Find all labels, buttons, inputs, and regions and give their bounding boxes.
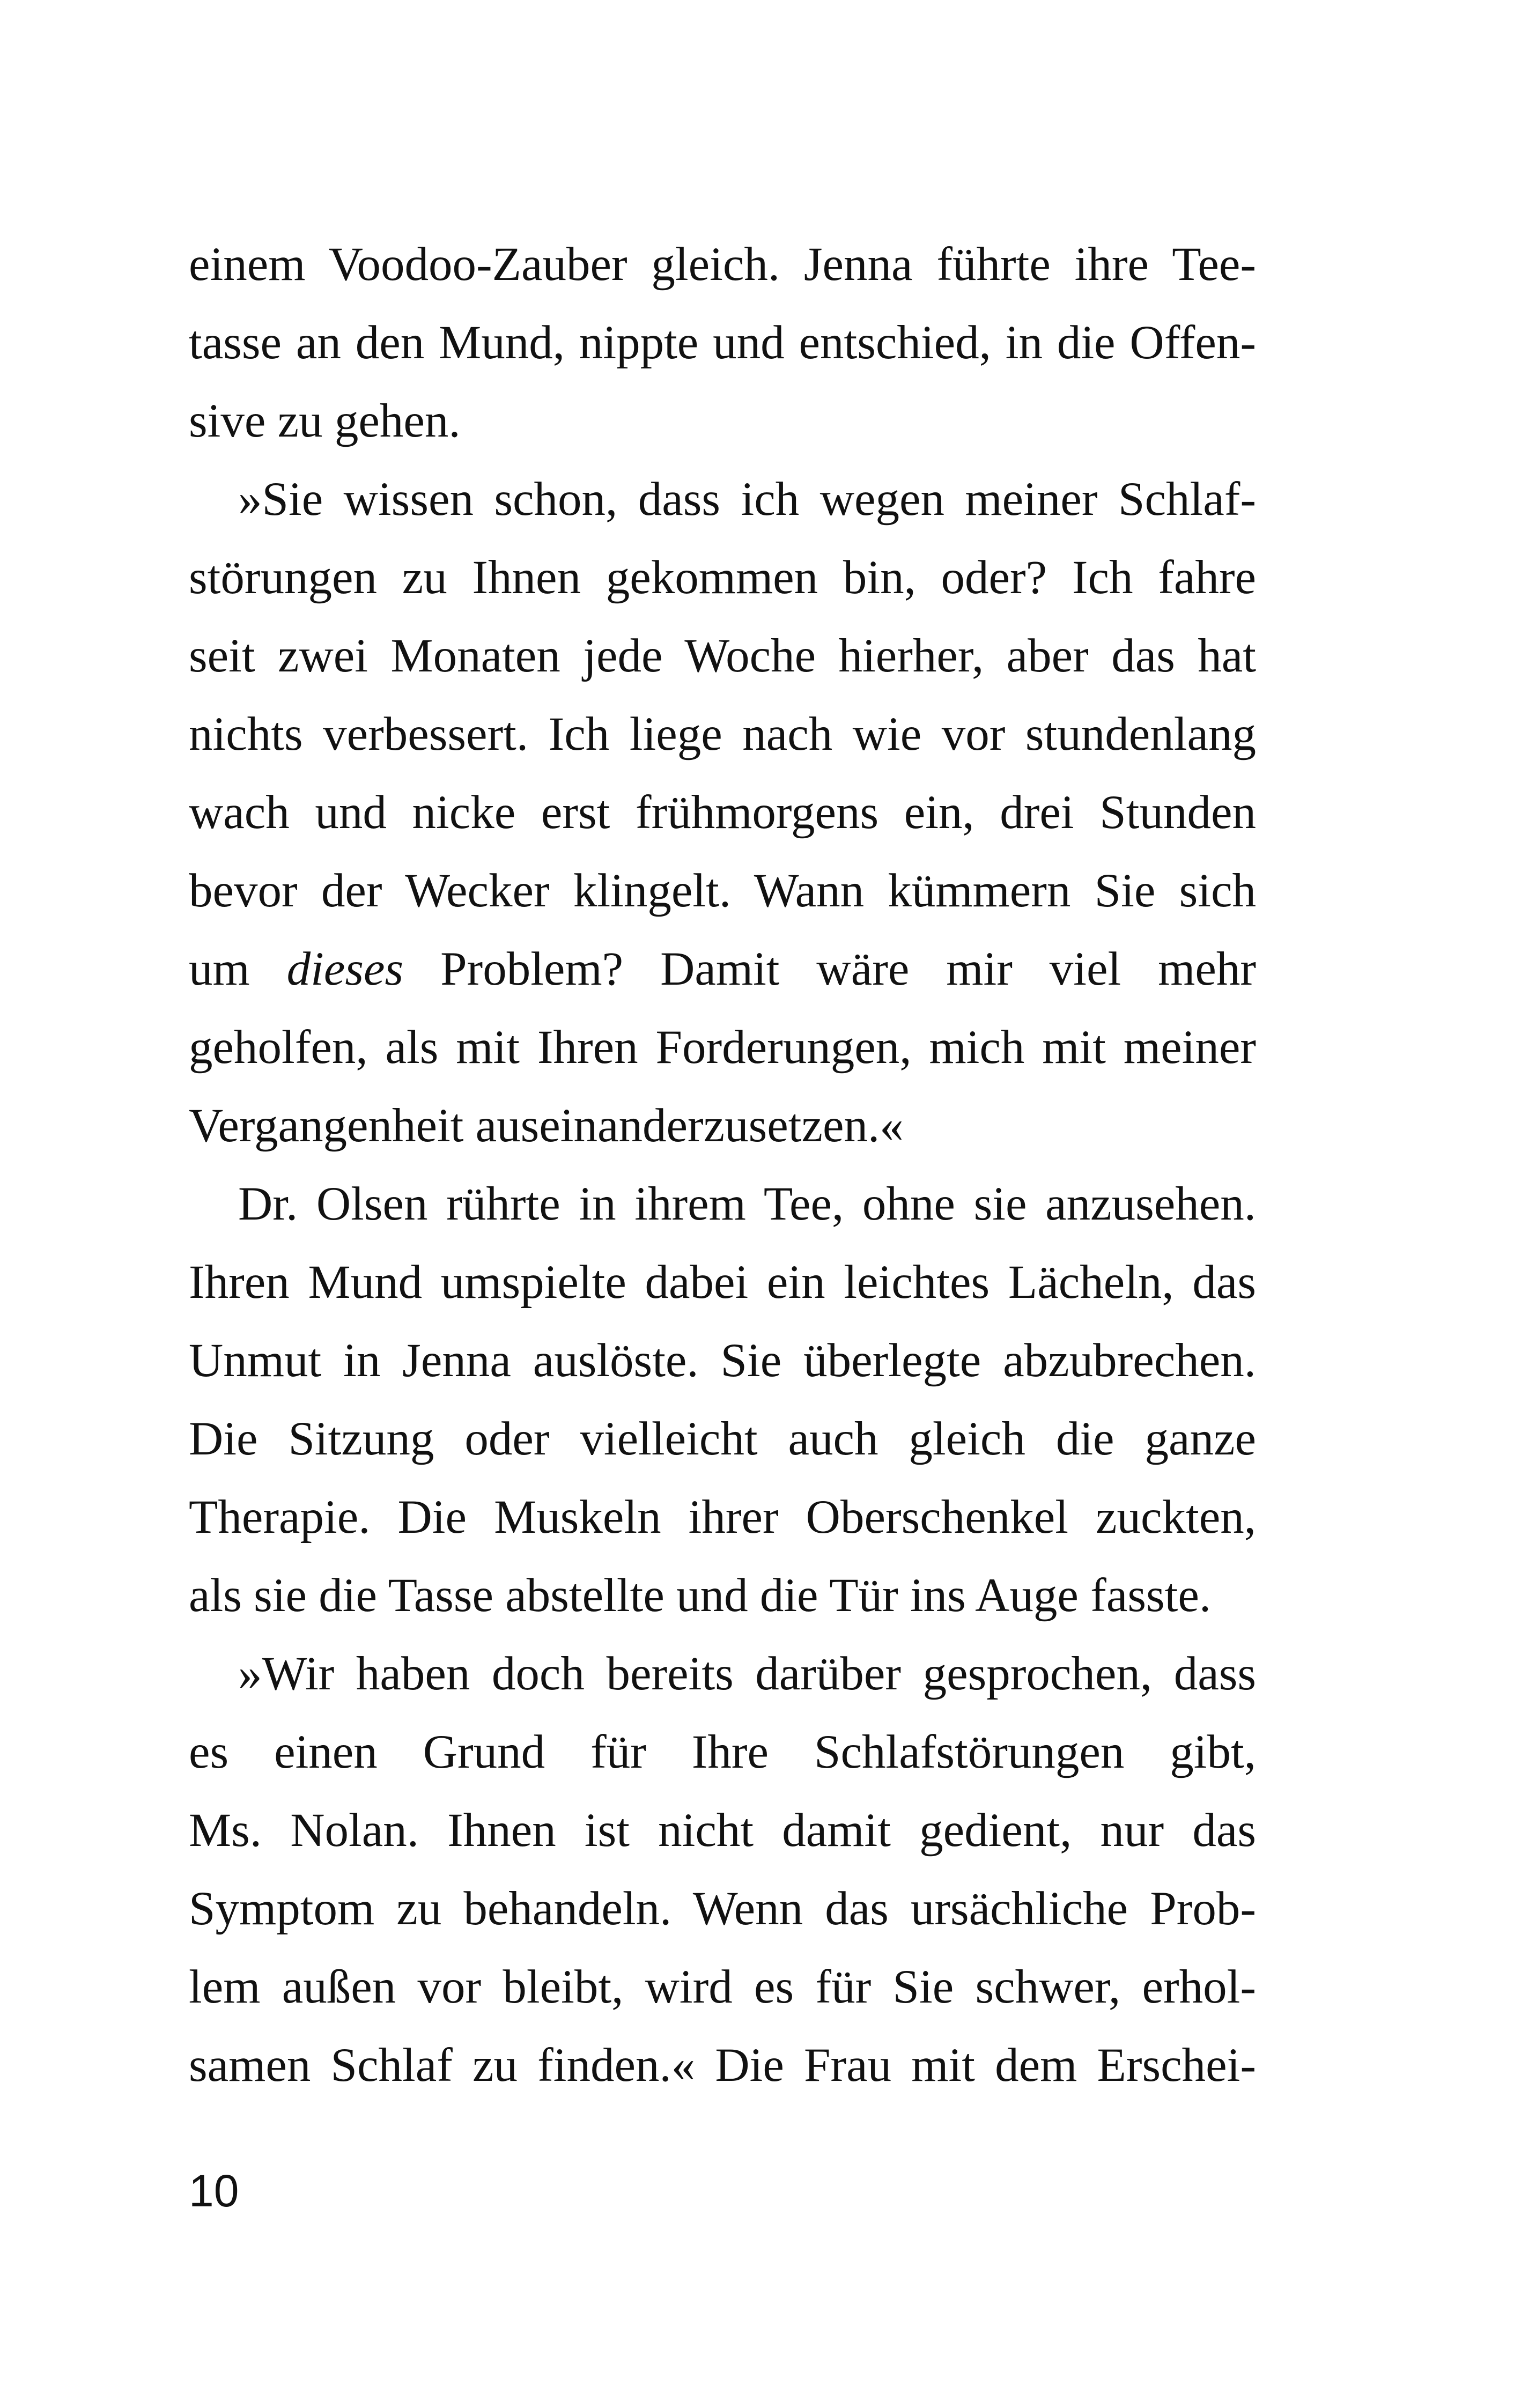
text-fragment: Problem? Damit wäre mir viel mehr: [403, 943, 1256, 995]
page-number: 10: [189, 2166, 239, 2216]
text-line: sive zu gehen.: [189, 395, 461, 447]
text-line: als sie die Tasse abstellte und die Tür ins Auge fasste.: [189, 1569, 1212, 1622]
text-line: wach und nicke erst frühmorgens ein, drei Stunden: [189, 786, 1256, 839]
text-line-with-emphasis: [189, 930, 1256, 1008]
text-line: geholfen, als mit Ihren Forderungen, mich mit meiner: [189, 1021, 1256, 1074]
text-line: störungen zu Ihnen gekommen bin, oder? Ich fahre: [189, 551, 1256, 604]
text-line: einem Voodoo-Zauber gleich. Jenna führte ihre Tee-: [189, 238, 1256, 291]
text-line: nichts verbessert. Ich liege nach wie vor stundenlang: [189, 708, 1256, 760]
text-line: seit zwei Monaten jede Woche hierher, aber das hat: [189, 630, 1256, 682]
text-line: Die Sitzung oder vielleicht auch gleich die ganze: [189, 1413, 1256, 1465]
emphasized-word: dieses: [286, 943, 404, 995]
text-line: »Sie wissen schon, dass ich wegen meiner Schlaf-: [238, 473, 1256, 526]
text-line: »Wir haben doch bereits darüber gesprochen, dass: [238, 1648, 1256, 1700]
text-line: Dr. Olsen rührte in ihrem Tee, ohne sie anzusehen.: [238, 1178, 1256, 1230]
body-text: [189, 225, 1256, 2104]
text-line: Vergangenheit auseinanderzusetzen.«: [189, 1099, 904, 1152]
text-line: Symptom zu behandeln. Wenn das ursächliche Prob-: [189, 1882, 1256, 1935]
text-line: samen Schlaf zu finden.« Die Frau mit dem Erschei-: [189, 2039, 1256, 2092]
text-fragment: um: [189, 943, 287, 995]
text-line: lem außen vor bleibt, wird es für Sie schwer, erhol-: [189, 1961, 1256, 2013]
text-line: tasse an den Mund, nippte und entschied, in die Offen-: [189, 316, 1256, 369]
text-line: Ihren Mund umspielte dabei ein leichtes Lächeln, das: [189, 1256, 1256, 1309]
text-line: es einen Grund für Ihre Schlafstörungen gibt,: [189, 1726, 1256, 1778]
text-line: Unmut in Jenna auslöste. Sie überlegte abzubrechen.: [189, 1334, 1256, 1387]
text-line: Therapie. Die Muskeln ihrer Oberschenkel zuckten,: [189, 1491, 1256, 1543]
text-line: bevor der Wecker klingelt. Wann kümmern Sie sich: [189, 865, 1256, 917]
text-line: Ms. Nolan. Ihnen ist nicht damit gedient, nur das: [189, 1804, 1256, 1857]
